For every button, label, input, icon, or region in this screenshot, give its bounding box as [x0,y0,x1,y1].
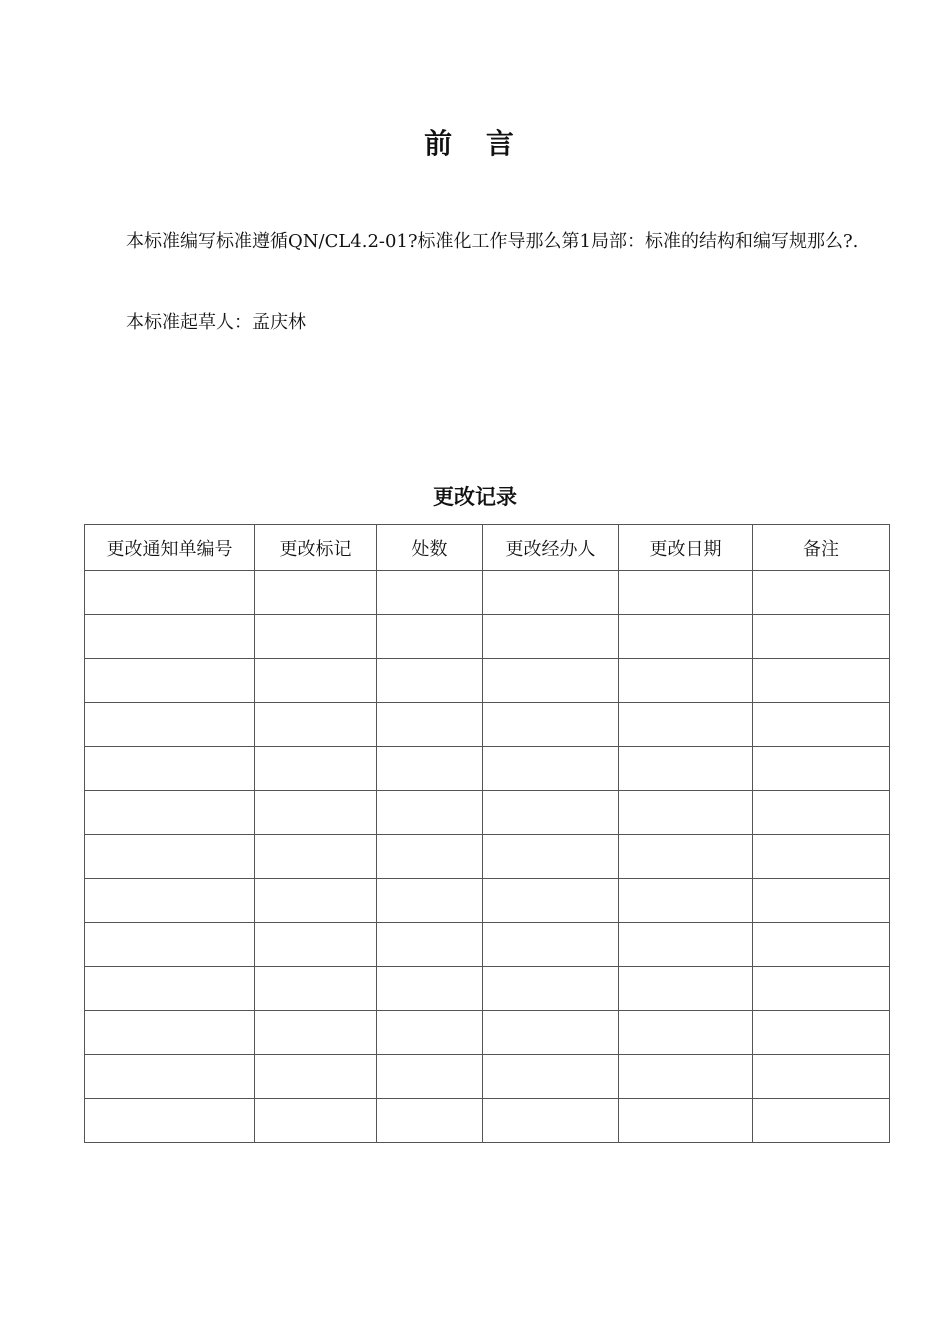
table-cell-change-date [619,1055,753,1099]
table-cell-notice-number [85,1011,255,1055]
table-cell-change-date [619,923,753,967]
table-cell-change-date [619,571,753,615]
table-row [85,659,890,703]
table-cell-remarks [753,703,890,747]
table-cell-notice-number [85,791,255,835]
table-cell-handler [483,571,619,615]
table-cell-remarks [753,791,890,835]
table-cell-handler [483,835,619,879]
table-cell-remarks [753,615,890,659]
table-cell-count [377,923,483,967]
column-header-remarks: 备注 [753,525,890,571]
table-row [85,1099,890,1143]
table-cell-handler [483,747,619,791]
column-header-change-date: 更改日期 [619,525,753,571]
table-cell-remarks [753,879,890,923]
table-cell-change-mark [255,923,377,967]
column-header-notice-number: 更改通知单编号 [85,525,255,571]
table-cell-change-date [619,1099,753,1143]
table-row [85,1055,890,1099]
table-cell-notice-number [85,1099,255,1143]
table-cell-change-mark [255,791,377,835]
table-cell-remarks [753,923,890,967]
table-cell-notice-number [85,1055,255,1099]
table-cell-change-mark [255,1055,377,1099]
table-cell-handler [483,703,619,747]
table-cell-change-mark [255,615,377,659]
change-record-table [84,524,890,1143]
table-cell-handler [483,879,619,923]
table-row [85,571,890,615]
table-cell-remarks [753,967,890,1011]
table-cell-handler [483,791,619,835]
table-cell-remarks [753,747,890,791]
table-cell-change-mark [255,747,377,791]
table-cell-change-date [619,1011,753,1055]
table-cell-change-date [619,703,753,747]
table-row [85,703,890,747]
table-cell-change-date [619,615,753,659]
table-row [85,615,890,659]
column-header-count: 处数 [377,525,483,571]
table-cell-count [377,1055,483,1099]
table-cell-handler [483,1011,619,1055]
change-record-title: 更改记录 [433,485,517,509]
table-cell-count [377,1011,483,1055]
table-cell-notice-number [85,967,255,1011]
table-cell-count [377,615,483,659]
table-cell-change-date [619,791,753,835]
table-row [85,747,890,791]
foreword-paragraph-standard: 本标准编写标准遵循QN/CL4.2-01?标准化工作导那么第1局部：标准的结构和编写规那么?. [126,231,859,252]
table-cell-change-mark [255,967,377,1011]
table-cell-handler [483,1099,619,1143]
table-row [85,967,890,1011]
table-cell-change-mark [255,571,377,615]
table-cell-change-date [619,879,753,923]
table-cell-count [377,703,483,747]
table-cell-remarks [753,659,890,703]
column-header-change-mark: 更改标记 [255,525,377,571]
table-row [85,791,890,835]
table-cell-remarks [753,571,890,615]
table-cell-count [377,879,483,923]
table-cell-remarks [753,1099,890,1143]
table-cell-count [377,1099,483,1143]
table-cell-change-mark [255,1099,377,1143]
table-row [85,923,890,967]
table-cell-change-date [619,967,753,1011]
table-cell-change-mark [255,879,377,923]
table-cell-change-date [619,659,753,703]
table-cell-notice-number [85,571,255,615]
table-cell-notice-number [85,835,255,879]
table-cell-change-date [619,747,753,791]
table-cell-notice-number [85,703,255,747]
table-row [85,1011,890,1055]
table-cell-notice-number [85,923,255,967]
foreword-paragraph-drafter: 本标准起草人：孟庆林 [126,312,306,333]
table-cell-change-mark [255,1011,377,1055]
table-cell-handler [483,967,619,1011]
table-cell-notice-number [85,879,255,923]
table-cell-count [377,967,483,1011]
table-cell-count [377,659,483,703]
table-cell-remarks [753,1011,890,1055]
page-title: 前 言 [424,127,526,160]
table-cell-notice-number [85,747,255,791]
column-header-handler: 更改经办人 [483,525,619,571]
table-cell-remarks [753,1055,890,1099]
table-header-row [85,525,890,571]
table-cell-change-date [619,835,753,879]
table-cell-remarks [753,835,890,879]
table-cell-change-mark [255,835,377,879]
table-cell-count [377,791,483,835]
change-record-body [85,571,890,1143]
table-cell-count [377,835,483,879]
table-cell-change-mark [255,659,377,703]
table-row [85,835,890,879]
table-cell-notice-number [85,659,255,703]
table-cell-notice-number [85,615,255,659]
table-cell-count [377,747,483,791]
table-row [85,879,890,923]
table-cell-handler [483,923,619,967]
table-cell-handler [483,615,619,659]
table-cell-handler [483,1055,619,1099]
table-cell-change-mark [255,703,377,747]
table-cell-handler [483,659,619,703]
table-cell-count [377,571,483,615]
